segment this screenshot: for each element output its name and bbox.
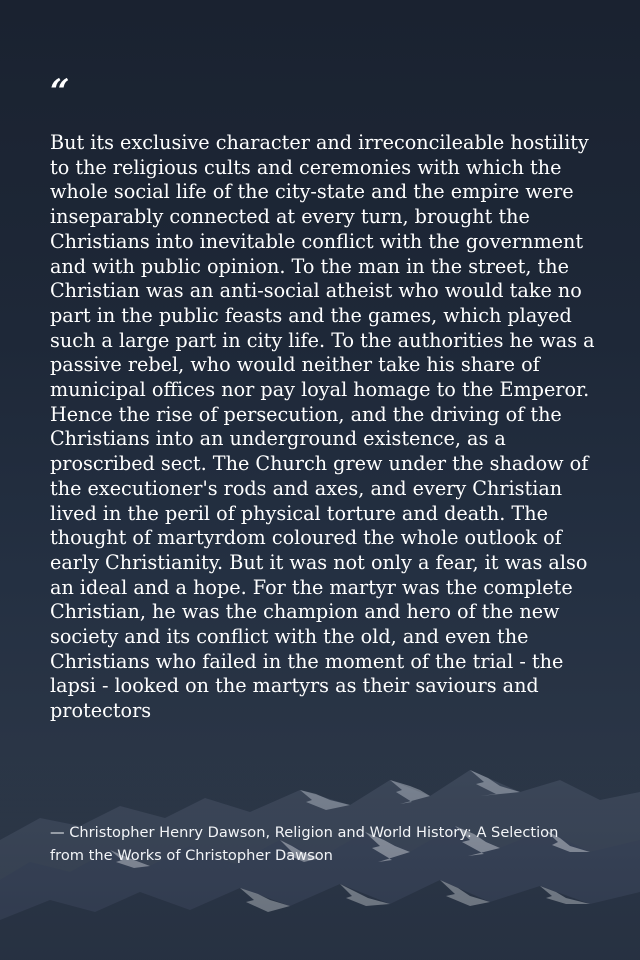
quote-attribution: — Christopher Henry Dawson, Religion and World History: A Selection from the Works of Christopher Dawson [50,824,559,864]
quote-text: But its exclusive character and irreconcileable hostility to the religious cults and ceremonies with which the whole social life of the city-state and the empire were inseparably connected at every turn, brought the Christians into inevitable conflict with the government and with public opinion. To the man in the street, the Christian was an anti-social atheist who would take no part in the public feasts and the games, which played such a large part in city life. To the authorities he was a passive rebel, who would neither take his share of municipal offices nor pay loyal homage to the Emperor. Hence the rise of persecution, and the driving of the Christians into an underground existence, as a proscribed sect. The Church grew under the shadow of the executioner's rods and axes, and every Christian lived in the peril of physical torture and death. The thought of martyrdom coloured the whole outlook of early Christianity. But it was not only a fear, it was also an ideal and a hope. For the martyr was the complete Christian, he was the champion and hero of the new society and its conflict with the old, and even the Christians who failed in the moment of the trial - the lapsi - looked on the martyrs as their saviours and protectors [50,131,595,723]
quote-mark-icon: “ [50,72,70,112]
